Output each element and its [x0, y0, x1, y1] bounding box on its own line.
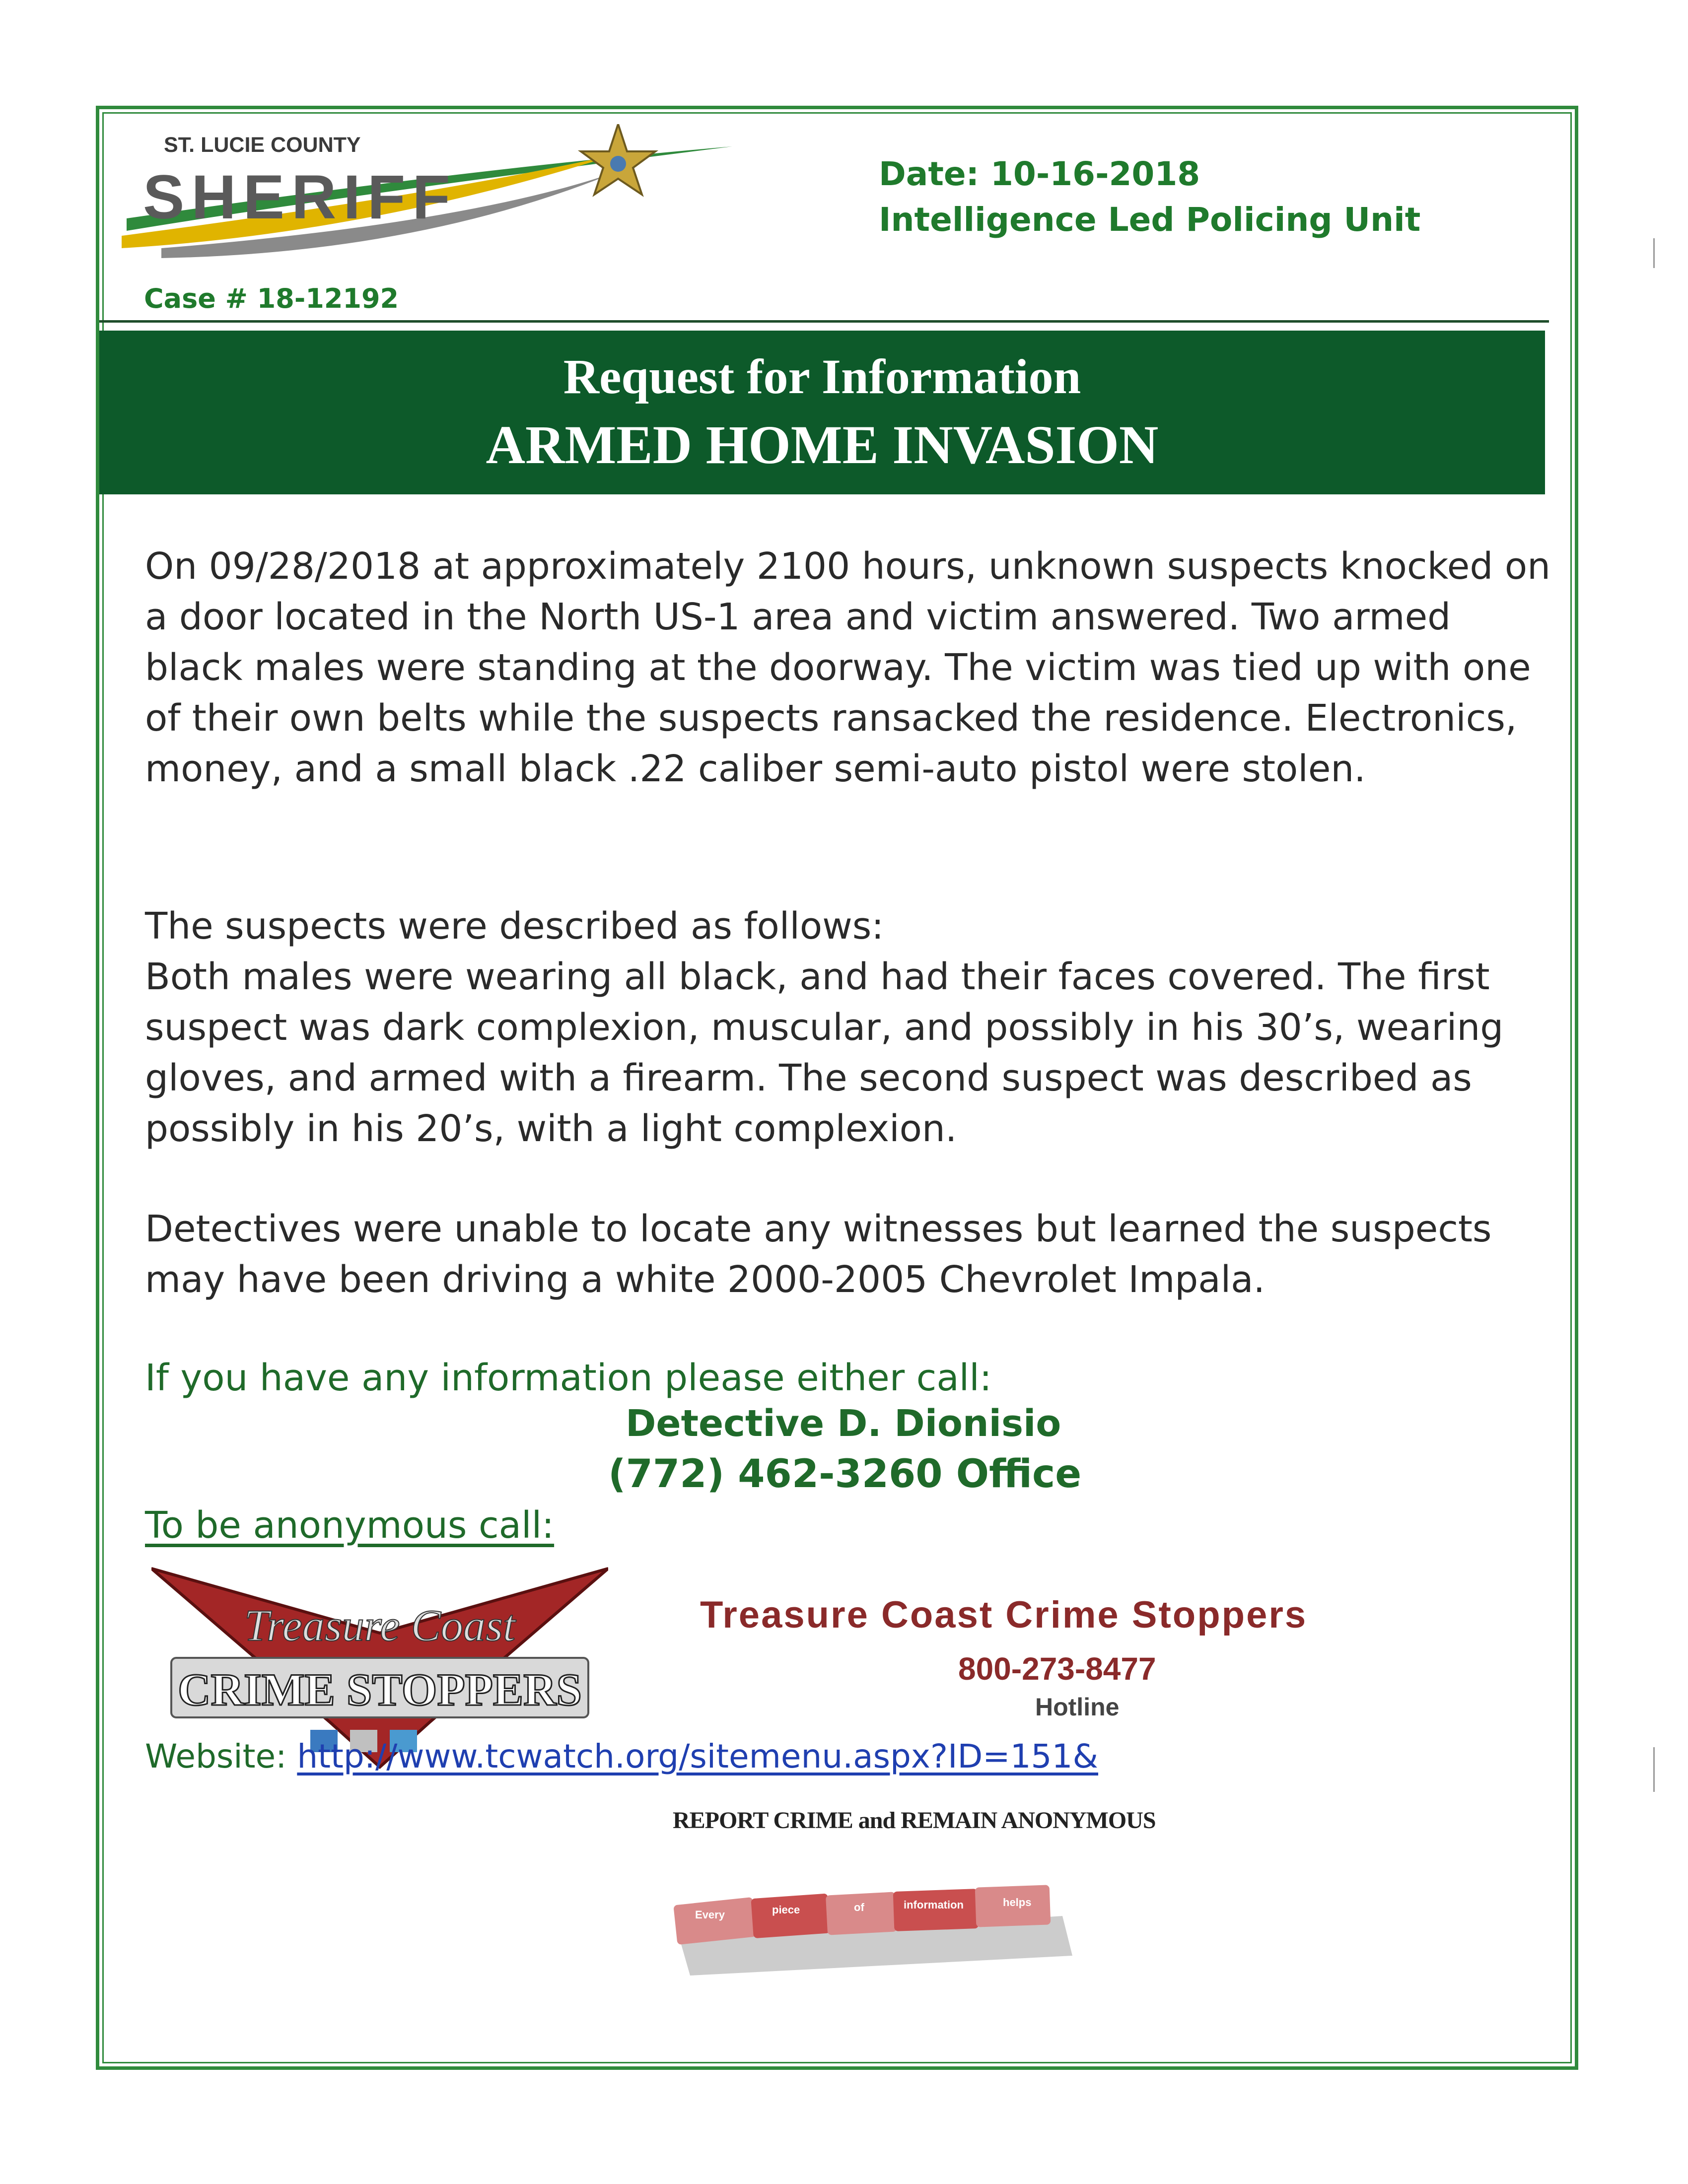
hotline-label: Hotline [1035, 1693, 1120, 1721]
detective-phone: (772) 462-3260 Office [608, 1452, 1082, 1497]
suspect-details: Both males were wearing all black, and had their faces covered. The first suspect was dark complexion, muscular, and possibly in his 30’s, wearing gloves, and armed with a firearm. The second suspect was described as possibly in his 20’s, with a light complexion. [145, 956, 1504, 1150]
banner-title: Request for Information [563, 349, 1081, 404]
call-intro: If you have any information please either call: [145, 1357, 992, 1399]
logo-script-text: Treasure Coast [244, 1601, 515, 1650]
website-label: Website: [145, 1737, 287, 1775]
anonymous-label: To be anonymous call: [145, 1504, 555, 1547]
logo-sheriff-text: SHERIFF [143, 163, 457, 232]
puzzle-word: piece [772, 1904, 800, 1916]
puzzle-word: of [854, 1901, 864, 1913]
title-banner [99, 331, 1545, 494]
logo-county-text: ST. LUCIE COUNTY [164, 133, 361, 157]
logo-main-text: CRIME STOPPERS [178, 1664, 582, 1715]
scan-mark [1653, 1747, 1655, 1792]
suspect-intro: The suspects were described as follows: [145, 905, 884, 948]
crime-stoppers-name: Treasure Coast Crime Stoppers [700, 1594, 1308, 1636]
puzzle-piece [673, 1897, 756, 1945]
detective-name: Detective D. Dionisio [626, 1402, 1061, 1445]
puzzle-graphic [665, 1856, 1082, 1976]
date-line: Date: 10-16-2018 [879, 155, 1200, 193]
case-number: Case # 18-12192 [144, 283, 399, 314]
header-date-block [879, 151, 1420, 243]
puzzle-word: Every [695, 1909, 725, 1921]
star-seal-icon [610, 156, 626, 172]
header-divider [99, 320, 1549, 323]
unit-line: Intelligence Led Policing Unit [879, 201, 1421, 239]
crime-stoppers-phone: 800-273-8477 [958, 1651, 1156, 1687]
vehicle-paragraph: Detectives were unable to locate any witnesses but learned the suspects may have been driving a white 2000-2005 Chevrolet Impala. [145, 1208, 1492, 1301]
incident-paragraph: On 09/28/2018 at approximately 2100 hours, unknown suspects knocked on a door located in the North US-1 area and victim answered. Two armed black males were standing at the doorway. The victim was tied up with one of their own belts while the suspects ransacked the residence. Electronics, money, and a small black .22 caliber semi-auto pistol were stolen. [145, 545, 1551, 790]
puzzle-word: information [904, 1899, 964, 1911]
website-link[interactable]: http://www.tcwatch.org/sitemenu.aspx?ID=151& [297, 1737, 1099, 1775]
suspect-description [145, 901, 1560, 1154]
puzzle-word: helps [1003, 1896, 1032, 1909]
puzzle-piece [826, 1892, 897, 1935]
banner-subtitle: ARMED HOME INVASION [486, 414, 1159, 475]
report-anonymous-line: REPORT CRIME and REMAIN ANONYMOUS [673, 1807, 1156, 1834]
website-line [145, 1737, 1098, 1775]
scan-mark [1653, 238, 1655, 268]
